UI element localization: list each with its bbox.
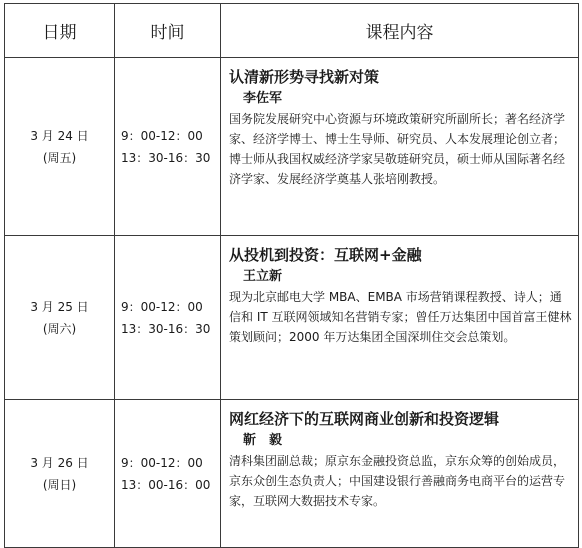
weekday-text: (周六) bbox=[42, 321, 77, 336]
table-row bbox=[5, 400, 579, 548]
date-cell bbox=[5, 236, 115, 400]
afternoon-time: 13：30-16：30 bbox=[121, 321, 211, 336]
course-title: 网红经济下的互联网商业创新和投资逻辑 bbox=[229, 410, 500, 428]
content-cell bbox=[221, 58, 579, 236]
time-cell bbox=[115, 58, 221, 236]
course-title: 认清新形势寻找新对策 bbox=[229, 68, 380, 86]
header-row bbox=[5, 4, 579, 58]
speaker-bio: 清科集团副总裁；原京东金融投资总监，京东众筹的创始成员，京东众创生态负责人；中国建设银行善融商务电商平台的运营专家，互联网大数据技术专家。 bbox=[229, 454, 566, 508]
date-text: 3 月 25 日 bbox=[30, 299, 89, 314]
weekday-text: (周五) bbox=[42, 150, 77, 165]
afternoon-time: 13：30-16：30 bbox=[121, 150, 211, 165]
header-time: 时间 bbox=[115, 4, 221, 58]
morning-time: 9：00-12：00 bbox=[121, 128, 203, 143]
morning-time: 9：00-12：00 bbox=[121, 299, 203, 314]
speaker-name: 李佐军 bbox=[243, 91, 283, 106]
date-text: 3 月 24 日 bbox=[30, 128, 89, 143]
content-cell bbox=[221, 400, 579, 548]
date-cell bbox=[5, 400, 115, 548]
speaker-name: 王立新 bbox=[243, 269, 283, 284]
header-date: 日期 bbox=[5, 4, 115, 58]
date-text: 3 月 26 日 bbox=[30, 455, 89, 470]
time-cell bbox=[115, 400, 221, 548]
time-cell bbox=[115, 236, 221, 400]
table-row bbox=[5, 58, 579, 236]
speaker-bio: 国务院发展研究中心资源与环境政策研究所副所长；著名经济学家、经济学博士、博士生导师、研究员、人本发展理论创立者；博士师从我国权威经济学家吴敬琏研究员，硕士师从国际著名经济学家、发展经济学奠基人张培刚教授。 bbox=[229, 112, 566, 186]
schedule-table bbox=[4, 3, 579, 548]
date-cell bbox=[5, 58, 115, 236]
afternoon-time: 13：00-16：00 bbox=[121, 477, 211, 492]
table-row bbox=[5, 236, 579, 400]
content-cell bbox=[221, 236, 579, 400]
speaker-bio: 现为北京邮电大学 MBA、EMBA 市场营销课程教授、诗人；通信和 IT 互联网领域知名营销专家；曾任万达集团中国首富王健林策划顾问；2000 年万达集团全国深圳住交会总策划。 bbox=[229, 290, 572, 344]
weekday-text: (周日) bbox=[42, 477, 77, 492]
header-content: 课程内容 bbox=[221, 4, 579, 58]
morning-time: 9：00-12：00 bbox=[121, 455, 203, 470]
course-title: 从投机到投资：互联网+金融 bbox=[229, 246, 422, 264]
speaker-name: 靳 毅 bbox=[243, 433, 283, 448]
